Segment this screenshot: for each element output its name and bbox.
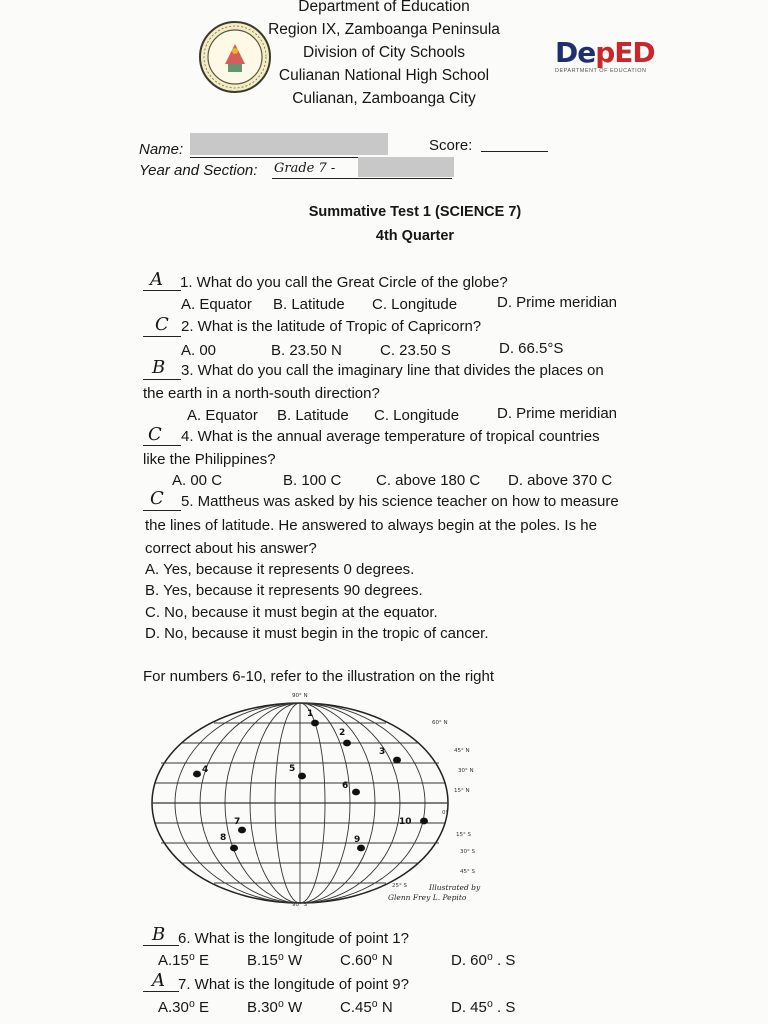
point-label-9: 9: [354, 835, 361, 845]
q3-choice-d: D. Prime meridian: [497, 405, 618, 422]
answer-line-q5: [143, 510, 181, 511]
answer-line-q7: [143, 991, 179, 992]
illustration-credit-1: Illustrated by: [429, 883, 481, 892]
answer-line-q1: [143, 290, 181, 291]
deped-logo-ped: pED: [595, 36, 655, 69]
q1-choice-a: A. Equator: [181, 296, 252, 313]
deped-logo-subtitle: DEPARTMENT OF EDUCATION: [555, 68, 647, 74]
q2-choice-a: A. 00: [181, 342, 217, 359]
q5-choice-d: D. No, because it must begin in the tropic of cancer.: [145, 625, 489, 642]
q4-choice-d: D. above 370 C: [508, 472, 613, 489]
point-label-1: 1: [307, 709, 314, 719]
answer-line-q2: [143, 336, 181, 337]
q4-choice-a: A. 00 C: [172, 472, 223, 489]
svg-text:30° S: 30° S: [460, 849, 475, 855]
q6-choice-a: A.15⁰ E: [158, 952, 210, 969]
question-4: 4. What is the annual average temperature of tropical countries: [181, 428, 600, 445]
question-6: 6. What is the longitude of point 1?: [178, 930, 409, 947]
header-school: Culianan National High School: [278, 67, 490, 84]
svg-text:90° S: 90° S: [292, 902, 307, 908]
point-label-8: 8: [220, 833, 227, 843]
q7-choice-d: D. 45⁰ . S: [451, 999, 516, 1016]
point-label-7: 7: [234, 817, 241, 827]
deped-logo: [555, 38, 655, 78]
question-5-line3: correct about his answer?: [145, 540, 317, 557]
point-label-5: 5: [289, 764, 296, 774]
point-label-3: 3: [379, 747, 386, 757]
answer-q4: C: [148, 424, 162, 445]
deped-logo-de: De: [555, 36, 596, 69]
q4-choice-b: B. 100 C: [283, 472, 342, 489]
test-title: Summative Test 1 (SCIENCE 7): [308, 204, 522, 220]
illustration-instruction: For numbers 6-10, refer to the illustration on the right: [143, 668, 495, 685]
q5-choice-a: A. Yes, because it represents 0 degrees.: [145, 561, 415, 578]
svg-text:15° N: 15° N: [454, 788, 470, 794]
answer-q5: C: [150, 488, 164, 509]
header-division: Division of City Schools: [303, 44, 465, 61]
answer-line-q6: [143, 945, 179, 946]
q1-choice-d: D. Prime meridian: [497, 294, 618, 311]
answer-q6: B: [152, 924, 166, 945]
name-redacted-field: [190, 133, 388, 155]
answer-q1: A: [150, 269, 163, 290]
svg-text:30° N: 30° N: [458, 768, 474, 774]
section-redacted-field: [358, 157, 454, 177]
header-region: Region IX, Zamboanga Peninsula: [268, 21, 500, 38]
name-label: Name:: [139, 141, 184, 158]
q5-choice-b: B. Yes, because it represents 90 degrees.: [145, 582, 423, 599]
question-7: 7. What is the longitude of point 9?: [178, 976, 409, 993]
illustration-credit-2: Glenn Frey L. Pepito: [388, 893, 467, 902]
svg-text:0°: 0°: [442, 810, 449, 816]
svg-text:25° S: 25° S: [392, 883, 407, 889]
question-5: 5. Mattheus was asked by his science teacher on how to measure: [181, 493, 619, 510]
question-1: 1. What do you call the Great Circle of the globe?: [180, 274, 508, 291]
svg-text:90° N: 90° N: [292, 693, 308, 699]
q4-choice-c: C. above 180 C: [376, 472, 481, 489]
school-seal-icon: [198, 20, 272, 94]
answer-q3: B: [152, 357, 166, 378]
q2-choice-c: C. 23.50 S: [380, 342, 451, 359]
q6-choice-c: C.60⁰ N: [340, 952, 393, 969]
test-quarter: 4th Quarter: [375, 228, 455, 244]
question-5-line2: the lines of latitude. He answered to always begin at the poles. Is he: [145, 517, 597, 534]
answer-q2: C: [155, 314, 169, 335]
globe-grid-illustration: [142, 688, 512, 908]
q5-choice-c: C. No, because it must begin at the equator.: [145, 604, 438, 621]
q1-choice-c: C. Longitude: [372, 296, 458, 313]
question-4-line2: like the Philippines?: [143, 451, 276, 468]
q3-choice-a: A. Equator: [187, 407, 258, 424]
q1-choice-b: B. Latitude: [273, 296, 345, 313]
answer-line-q3: [143, 379, 181, 380]
question-3-line2: the earth in a north-south direction?: [143, 385, 380, 402]
year-section-label: Year and Section:: [139, 162, 258, 179]
question-2: 2. What is the latitude of Tropic of Capricorn?: [181, 318, 482, 335]
answer-line-q4: [143, 445, 181, 446]
q7-choice-a: A.30⁰ E: [158, 999, 210, 1016]
point-label-6: 6: [342, 781, 349, 791]
q2-choice-d: D. 66.5°S: [499, 340, 564, 357]
q7-choice-c: C.45⁰ N: [340, 999, 393, 1016]
svg-text:60° N: 60° N: [432, 720, 448, 726]
answer-q7: A: [152, 970, 165, 991]
q6-choice-b: B.15⁰ W: [247, 952, 303, 969]
svg-text:45° S: 45° S: [460, 869, 475, 875]
q7-choice-b: B.30⁰ W: [247, 999, 303, 1016]
question-3: 3. What do you call the imaginary line that divides the places on: [181, 362, 604, 379]
score-underline: [481, 151, 548, 152]
year-underline: [272, 178, 452, 179]
header-address: Culianan, Zamboanga City: [292, 90, 476, 107]
svg-text:45° N: 45° N: [454, 748, 470, 754]
point-label-4: 4: [202, 765, 209, 775]
year-section-value: Grade 7 -: [274, 161, 336, 176]
q2-choice-b: B. 23.50 N: [271, 342, 342, 359]
q3-choice-c: C. Longitude: [374, 407, 460, 424]
svg-text:15° S: 15° S: [456, 832, 471, 838]
q3-choice-b: B. Latitude: [277, 407, 349, 424]
score-label: Score:: [429, 137, 473, 154]
header-department: Department of Education: [298, 0, 470, 15]
point-label-2: 2: [339, 728, 346, 738]
q6-choice-d: D. 60⁰ . S: [451, 952, 516, 969]
point-label-10: 10: [399, 817, 412, 827]
